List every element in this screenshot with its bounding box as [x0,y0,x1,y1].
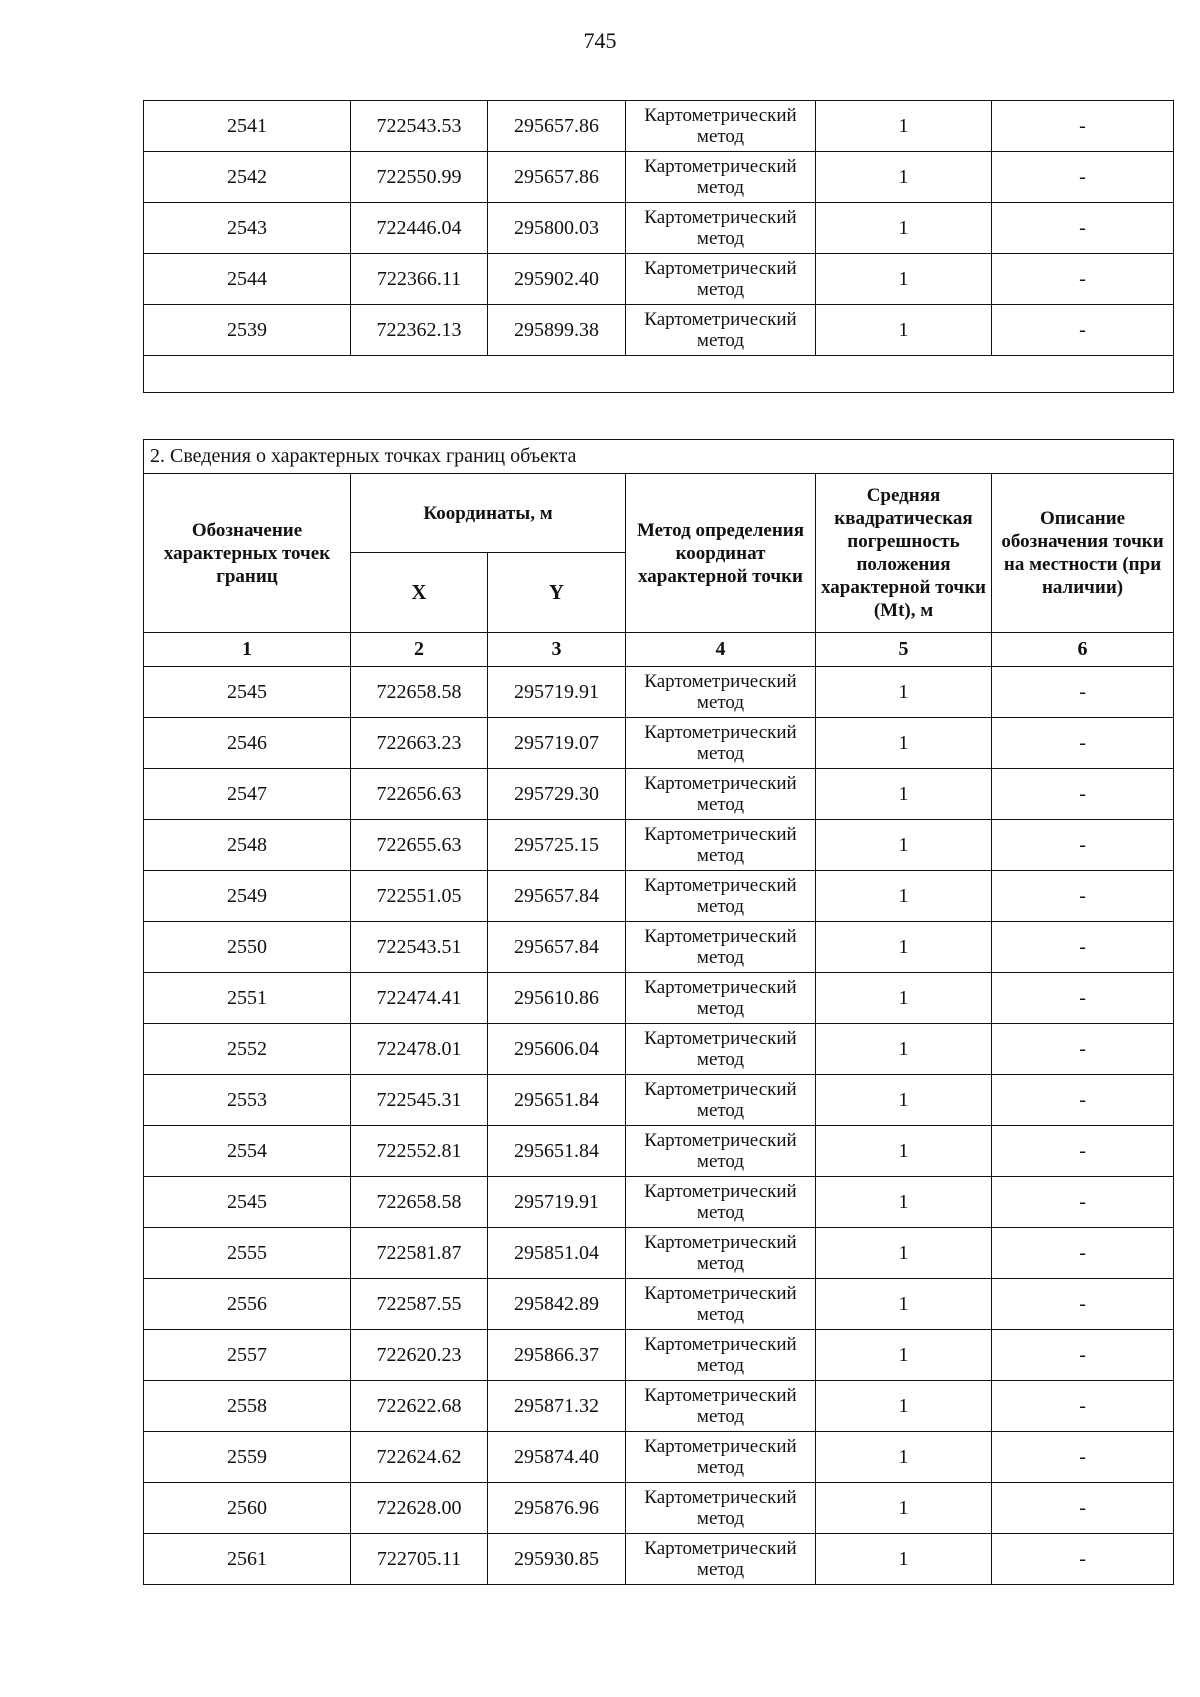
column-number: 1 [144,633,351,667]
y-coordinate-cell: 295719.07 [488,718,626,769]
mt-cell: 1 [816,1330,992,1381]
table-row [144,1228,1174,1279]
description-cell: - [992,820,1174,871]
method-line: метод [696,330,745,351]
point-id-cell: 2557 [144,1330,351,1381]
header-y: Y [488,553,626,633]
method-line: метод [696,1253,745,1274]
method-line: метод [696,998,745,1019]
method-line: Картометрический [644,1130,797,1151]
method-line: Картометрический [644,977,797,998]
method-line: метод [696,1151,745,1172]
header-description: Описание обозначения точки на местности (при наличии) [992,474,1174,633]
table-row [144,769,1174,820]
method-line: метод [696,279,745,300]
point-id-cell: 2550 [144,922,351,973]
table-row [144,152,1174,203]
mt-cell: 1 [816,667,992,718]
y-coordinate-cell: 295800.03 [488,203,626,254]
y-coordinate-cell: 295651.84 [488,1126,626,1177]
method-line: Картометрический [644,722,797,743]
method-line: Картометрический [644,1538,797,1559]
point-id-cell: 2559 [144,1432,351,1483]
y-coordinate-cell: 295899.38 [488,305,626,356]
method-line: Картометрический [644,1079,797,1100]
mt-cell: 1 [816,1075,992,1126]
y-coordinate-cell: 295930.85 [488,1534,626,1585]
column-number: 2 [351,633,488,667]
method-cell [626,973,816,1024]
y-coordinate-cell: 295657.86 [488,101,626,152]
mt-cell: 1 [816,203,992,254]
mt-cell: 1 [816,1381,992,1432]
boundary-points-table [143,439,1174,1585]
y-coordinate-cell: 295851.04 [488,1228,626,1279]
x-coordinate-cell: 722478.01 [351,1024,488,1075]
mt-cell: 1 [816,871,992,922]
method-line: Картометрический [644,1232,797,1253]
table-row [144,101,1174,152]
x-coordinate-cell: 722545.31 [351,1075,488,1126]
method-line: метод [696,126,745,147]
header-coordinates: Координаты, м [351,474,626,553]
table-row [144,1075,1174,1126]
method-line: метод [696,794,745,815]
table-row [144,1432,1174,1483]
mt-cell: 1 [816,152,992,203]
point-id-cell: 2543 [144,203,351,254]
x-coordinate-cell: 722705.11 [351,1534,488,1585]
x-coordinate-cell: 722622.68 [351,1381,488,1432]
point-id-cell: 2555 [144,1228,351,1279]
table-row [144,305,1174,356]
description-cell: - [992,1330,1174,1381]
method-cell [626,820,816,871]
x-coordinate-cell: 722362.13 [351,305,488,356]
y-coordinate-cell: 295842.89 [488,1279,626,1330]
point-id-cell: 2548 [144,820,351,871]
header-mt: Средняя квадратическая погрешность положения характерной точки (Mt), м [816,474,992,633]
point-id-cell: 2554 [144,1126,351,1177]
mt-cell: 1 [816,973,992,1024]
point-id-cell: 2545 [144,667,351,718]
point-id-cell: 2545 [144,1177,351,1228]
method-line: метод [696,1202,745,1223]
description-cell: - [992,922,1174,973]
method-line: метод [696,845,745,866]
method-line: метод [696,1508,745,1529]
method-line: метод [696,1355,745,1376]
y-coordinate-cell: 295657.84 [488,871,626,922]
table-row [144,1024,1174,1075]
method-cell [626,922,816,973]
mt-cell: 1 [816,1177,992,1228]
empty-row [144,356,1174,393]
header-point-id: Обозначение характерных точек границ [144,474,351,633]
mt-cell: 1 [816,769,992,820]
continuation-table-body [144,101,1174,393]
y-coordinate-cell: 295866.37 [488,1330,626,1381]
method-line: Картометрический [644,258,797,279]
table-row [144,871,1174,922]
method-line: Картометрический [644,926,797,947]
description-cell: - [992,1126,1174,1177]
method-line: метод [696,1304,745,1325]
mt-cell: 1 [816,305,992,356]
empty-cell [144,356,1174,393]
mt-cell: 1 [816,1534,992,1585]
x-coordinate-cell: 722656.63 [351,769,488,820]
method-cell [626,1024,816,1075]
method-cell [626,1075,816,1126]
mt-cell: 1 [816,922,992,973]
method-line: Картометрический [644,875,797,896]
method-line: Картометрический [644,1385,797,1406]
y-coordinate-cell: 295729.30 [488,769,626,820]
description-cell: - [992,1024,1174,1075]
x-coordinate-cell: 722552.81 [351,1126,488,1177]
column-number: 4 [626,633,816,667]
description-cell: - [992,1534,1174,1585]
x-coordinate-cell: 722658.58 [351,667,488,718]
mt-cell: 1 [816,1228,992,1279]
x-coordinate-cell: 722628.00 [351,1483,488,1534]
mt-cell: 1 [816,254,992,305]
point-id-cell: 2539 [144,305,351,356]
table-row [144,1483,1174,1534]
method-line: Картометрический [644,1028,797,1049]
column-number: 5 [816,633,992,667]
description-cell: - [992,1279,1174,1330]
y-coordinate-cell: 295719.91 [488,1177,626,1228]
x-coordinate-cell: 722620.23 [351,1330,488,1381]
method-cell [626,152,816,203]
table-row [144,973,1174,1024]
y-coordinate-cell: 295606.04 [488,1024,626,1075]
method-cell [626,667,816,718]
description-cell: - [992,871,1174,922]
mt-cell: 1 [816,1024,992,1075]
table-row [144,1126,1174,1177]
x-coordinate-cell: 722587.55 [351,1279,488,1330]
table-row [144,1177,1174,1228]
method-cell [626,305,816,356]
description-cell: - [992,667,1174,718]
method-cell [626,1279,816,1330]
method-cell [626,1381,816,1432]
boundary-points-table-body [144,667,1174,1585]
method-cell [626,1228,816,1279]
y-coordinate-cell: 295725.15 [488,820,626,871]
description-cell: - [992,1075,1174,1126]
point-id-cell: 2549 [144,871,351,922]
method-line: метод [696,228,745,249]
x-coordinate-cell: 722543.53 [351,101,488,152]
point-id-cell: 2553 [144,1075,351,1126]
x-coordinate-cell: 722551.05 [351,871,488,922]
method-cell [626,718,816,769]
method-line: метод [696,1406,745,1427]
method-line: Картометрический [644,671,797,692]
continuation-table [143,100,1174,393]
description-cell: - [992,305,1174,356]
y-coordinate-cell: 295610.86 [488,973,626,1024]
section-title: 2. Сведения о характерных точках границ объекта [144,440,1174,474]
description-cell: - [992,101,1174,152]
method-cell [626,1330,816,1381]
page-number: 745 [583,28,617,53]
method-line: метод [696,1100,745,1121]
point-id-cell: 2560 [144,1483,351,1534]
method-line: метод [696,743,745,764]
method-line: метод [696,692,745,713]
description-cell: - [992,1432,1174,1483]
x-coordinate-cell: 722543.51 [351,922,488,973]
method-line: метод [696,177,745,198]
y-coordinate-cell: 295657.84 [488,922,626,973]
method-cell [626,254,816,305]
y-coordinate-cell: 295657.86 [488,152,626,203]
table-row [144,254,1174,305]
description-cell: - [992,152,1174,203]
description-cell: - [992,1228,1174,1279]
point-id-cell: 2542 [144,152,351,203]
point-id-cell: 2541 [144,101,351,152]
method-cell [626,1432,816,1483]
point-id-cell: 2552 [144,1024,351,1075]
table-row [144,667,1174,718]
description-cell: - [992,1483,1174,1534]
y-coordinate-cell: 295874.40 [488,1432,626,1483]
method-line: Картометрический [644,309,797,330]
method-line: Картометрический [644,1487,797,1508]
column-number: 6 [992,633,1174,667]
table-row [144,718,1174,769]
mt-cell: 1 [816,1126,992,1177]
method-line: Картометрический [644,1181,797,1202]
method-line: Картометрический [644,105,797,126]
method-line: Картометрический [644,824,797,845]
x-coordinate-cell: 722658.58 [351,1177,488,1228]
method-line: Картометрический [644,156,797,177]
method-line: метод [696,1457,745,1478]
x-coordinate-cell: 722550.99 [351,152,488,203]
mt-cell: 1 [816,1432,992,1483]
header-method: Метод определения координат характерной точки [626,474,816,633]
method-cell [626,1483,816,1534]
point-id-cell: 2558 [144,1381,351,1432]
description-cell: - [992,1177,1174,1228]
x-coordinate-cell: 722655.63 [351,820,488,871]
description-cell: - [992,254,1174,305]
point-id-cell: 2561 [144,1534,351,1585]
method-cell [626,1177,816,1228]
x-coordinate-cell: 722366.11 [351,254,488,305]
point-id-cell: 2544 [144,254,351,305]
mt-cell: 1 [816,1483,992,1534]
method-cell [626,871,816,922]
method-cell [626,1126,816,1177]
method-line: метод [696,1559,745,1580]
method-cell [626,769,816,820]
mt-cell: 1 [816,820,992,871]
point-id-cell: 2556 [144,1279,351,1330]
method-line: Картометрический [644,207,797,228]
table-row [144,1279,1174,1330]
description-cell: - [992,1381,1174,1432]
point-id-cell: 2546 [144,718,351,769]
method-line: Картометрический [644,1436,797,1457]
method-line: метод [696,1049,745,1070]
description-cell: - [992,973,1174,1024]
y-coordinate-cell: 295719.91 [488,667,626,718]
y-coordinate-cell: 295902.40 [488,254,626,305]
mt-cell: 1 [816,1279,992,1330]
x-coordinate-cell: 722446.04 [351,203,488,254]
column-number: 3 [488,633,626,667]
description-cell: - [992,718,1174,769]
x-coordinate-cell: 722624.62 [351,1432,488,1483]
y-coordinate-cell: 295651.84 [488,1075,626,1126]
description-cell: - [992,769,1174,820]
header-x: X [351,553,488,633]
method-cell [626,101,816,152]
method-cell [626,203,816,254]
method-line: Картометрический [644,773,797,794]
table-row [144,203,1174,254]
description-cell: - [992,203,1174,254]
mt-cell: 1 [816,101,992,152]
method-cell [626,1534,816,1585]
point-id-cell: 2551 [144,973,351,1024]
mt-cell: 1 [816,718,992,769]
method-line: Картометрический [644,1334,797,1355]
x-coordinate-cell: 722663.23 [351,718,488,769]
table-row [144,922,1174,973]
table-row [144,1381,1174,1432]
point-id-cell: 2547 [144,769,351,820]
x-coordinate-cell: 722581.87 [351,1228,488,1279]
method-line: метод [696,896,745,917]
y-coordinate-cell: 295871.32 [488,1381,626,1432]
method-line: Картометрический [644,1283,797,1304]
table-row [144,820,1174,871]
x-coordinate-cell: 722474.41 [351,973,488,1024]
table-row [144,1330,1174,1381]
method-line: метод [696,947,745,968]
table-row [144,1534,1174,1585]
y-coordinate-cell: 295876.96 [488,1483,626,1534]
